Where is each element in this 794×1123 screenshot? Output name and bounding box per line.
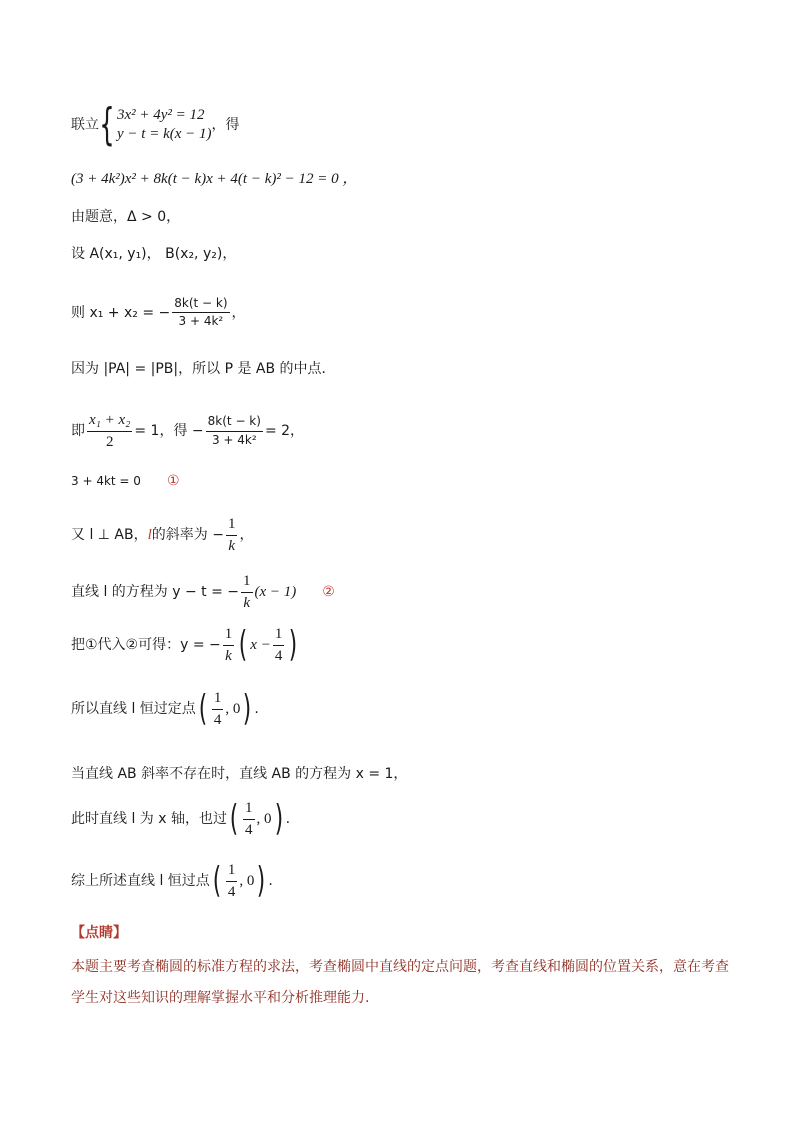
equation-one-line	[71, 474, 180, 488]
text-de: ，得	[211, 117, 240, 133]
midpoint-numerator: x₁ + x₂	[87, 412, 132, 432]
equation-system	[117, 108, 212, 142]
midpoint-fraction	[87, 412, 132, 450]
slope-fraction	[206, 415, 263, 446]
right-paren: )	[243, 688, 252, 729]
sum-fraction	[172, 297, 229, 328]
line-l-denominator: k	[243, 594, 251, 611]
line-l-numerator: 1	[241, 573, 253, 593]
line-l-fraction	[241, 573, 253, 611]
conclusion-line	[71, 862, 273, 900]
quarter-denominator: 4	[274, 647, 283, 664]
left-paren: (	[198, 688, 208, 729]
conclusion-denominator: 4	[227, 883, 236, 900]
fixed-numerator: 1	[212, 690, 224, 710]
circled-two-marker: ②	[322, 584, 335, 600]
left-brace: {	[99, 99, 115, 150]
fixed-denominator: 4	[213, 711, 222, 728]
perp-numerator: 1	[226, 516, 238, 536]
perp-mid: 的斜率为 −	[151, 527, 224, 543]
perp-l-red: l	[147, 526, 152, 543]
xaxis-prefix: 此时直线 l 为 x 轴，也过	[71, 811, 227, 827]
equation-ellipse: 3x² + 4y² = 12	[117, 107, 205, 123]
sum-denominator: 3 + 4k²	[178, 314, 224, 329]
subst-fraction-quarter	[273, 626, 285, 664]
note-title: 【点睛】	[71, 925, 127, 941]
perp-denominator: k	[228, 537, 236, 554]
left-paren: (	[212, 860, 222, 901]
conclusion-numerator: 1	[226, 862, 238, 882]
xaxis-fraction	[243, 800, 255, 838]
equation-one: 3 + 4kt = 0	[71, 474, 141, 488]
conclusion-prefix: 综上所述直线 l 恒过点	[71, 873, 210, 889]
x-axis-case-line	[71, 800, 290, 838]
right-paren: )	[289, 624, 298, 665]
xaxis-denominator: 4	[245, 821, 253, 838]
xaxis-tail: , 0	[256, 810, 272, 827]
subst-denominator: k	[225, 647, 232, 664]
xaxis-suffix: .	[285, 811, 291, 827]
circled-one-marker: ①	[166, 473, 180, 489]
line-l-suffix: (x − 1)	[254, 583, 297, 600]
substitution-line	[71, 626, 300, 664]
ji-prefix: 即	[71, 423, 85, 439]
line-l-prefix: 直线 l 的方程为 y − t = −	[71, 584, 240, 600]
subst-prefix: 把①代入②可得：y = −	[71, 637, 221, 653]
perp-fraction	[226, 516, 238, 554]
slope-denominator: 3 + 4k²	[211, 432, 257, 447]
conclusion-tail: , 0	[239, 872, 255, 889]
midpoint-equation-line	[71, 412, 304, 450]
quadratic-equation: (3 + 4k²)x² + 8k(t − k)x + 4(t − k)² − 12 = 0 ，	[71, 171, 358, 187]
conclusion-fraction	[226, 862, 238, 900]
midpoint-denominator: 2	[105, 433, 114, 450]
sum-suffix: ，	[231, 304, 246, 321]
subst-inner: x −	[250, 636, 271, 653]
midpoint-mid: = 1，得 −	[134, 423, 204, 439]
points-line: 设 A(x₁, y₁)， B(x₂, y₂)，	[71, 246, 237, 262]
fixed-point-line	[71, 690, 259, 728]
vertical-case-line: 当直线 AB 斜率不存在时，直线 AB 的方程为 x = 1，	[71, 766, 408, 782]
line-l-equation	[71, 573, 335, 611]
perp-suffix: ，	[239, 527, 254, 543]
fixed-fraction	[212, 690, 224, 728]
right-paren: )	[257, 860, 266, 901]
sum-roots-line	[71, 297, 246, 328]
sum-prefix: 则 x₁ + x₂ = −	[71, 304, 171, 321]
discriminant-line: 由题意，Δ > 0，	[71, 209, 181, 225]
fixed-tail: , 0	[225, 700, 241, 717]
subst-fraction	[223, 626, 235, 664]
left-paren: (	[229, 798, 239, 839]
midpoint-line: 因为 |PA| = |PB|，所以 P 是 AB 的中点．	[71, 361, 336, 377]
equation-line: y − t = k(x − 1)	[117, 126, 212, 142]
slope-numerator: 8k(t − k)	[206, 415, 263, 431]
text-lianli: 联立	[71, 117, 99, 133]
system-line	[71, 99, 240, 150]
midpoint-suffix: = 2，	[264, 423, 305, 439]
left-paren: (	[239, 624, 248, 665]
sum-numerator: 8k(t − k)	[172, 297, 229, 313]
perpendicular-line	[71, 516, 253, 554]
perp-prefix: 又 l ⊥ AB，	[71, 527, 148, 543]
xaxis-numerator: 1	[243, 800, 255, 820]
note-body: 本题主要考查椭圆的标准方程的求法，考查椭圆中直线的定点问题，考查直线和椭圆的位置关系，意在考查学生对这些知识的理解掌握水平和分析推理能力.	[71, 959, 729, 1006]
right-paren: )	[274, 798, 283, 839]
fixed-prefix: 所以直线 l 恒过定点	[71, 701, 196, 717]
fixed-suffix: .	[254, 701, 259, 717]
subst-numerator: 1	[223, 626, 235, 646]
quarter-numerator: 1	[273, 626, 285, 646]
conclusion-suffix: .	[268, 873, 273, 889]
